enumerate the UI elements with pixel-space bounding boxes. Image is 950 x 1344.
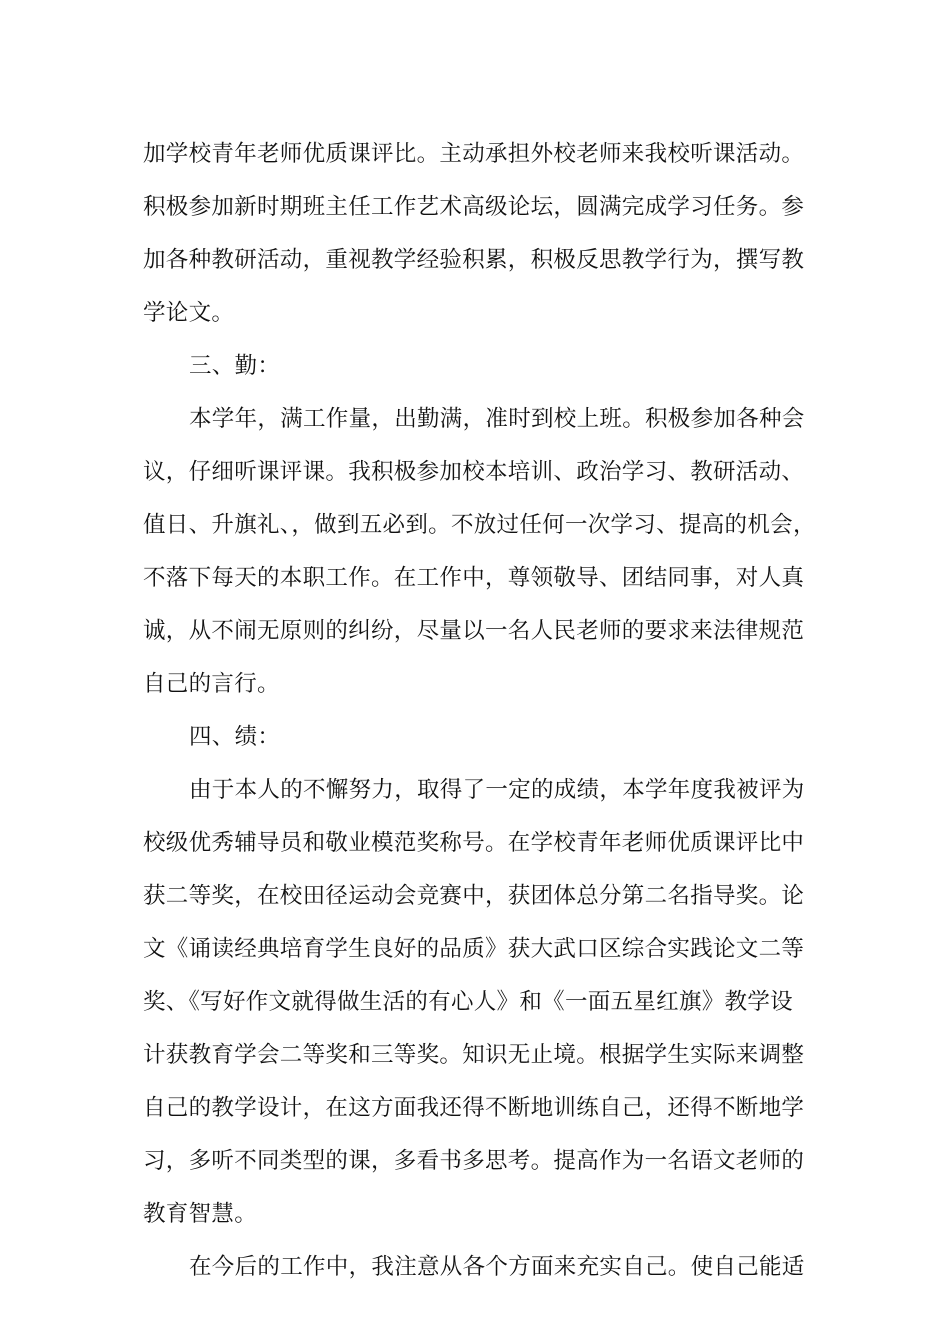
text-line: 校级优秀辅导员和敬业模范奖称号。在学校青年老师优质课评比中 [143, 830, 805, 856]
text-line: 学论文。 [143, 300, 235, 326]
text-line: 不落下每天的本职工作。在工作中，尊领敬导、团结同事，对人真 [143, 565, 805, 591]
text-line: 加各种教研活动，重视教学经验积累，积极反思教学行为，撰写教 [143, 247, 805, 273]
section-heading: 四、绩： [189, 724, 281, 750]
text-line: 计获教育学会二等奖和三等奖。知识无止境。根据学生实际来调整 [143, 1042, 805, 1068]
text-line: 在今后的工作中，我注意从各个方面来充实自己。使自己能适 [189, 1254, 805, 1280]
text-line: 获二等奖，在校田径运动会竞赛中，获团体总分第二名指导奖。论 [143, 883, 805, 909]
text-line: 加学校青年老师优质课评比。主动承担外校老师来我校听课活动。 [143, 141, 805, 167]
text-line: 由于本人的不懈努力，取得了一定的成绩，本学年度我被评为 [189, 777, 805, 803]
document-body [143, 128, 833, 1294]
text-line: 本学年，满工作量，出勤满，准时到校上班。积极参加各种会 [189, 406, 805, 432]
text-line: 文《诵读经典培育学生良好的品质》获大武口区综合实践论文二等 [143, 936, 805, 962]
text-line: 积极参加新时期班主任工作艺术高级论坛，圆满完成学习任务。参 [143, 194, 805, 220]
text-line: 教育智慧。 [143, 1201, 258, 1227]
text-line: 习，多听不同类型的课，多看书多思考。提高作为一名语文老师的 [143, 1148, 805, 1174]
text-line: 议，仔细听课评课。我积极参加校本培训、政治学习、教研活动、 [143, 459, 805, 485]
text-line: 自己的教学设计，在这方面我还得不断地训练自己，还得不断地学 [143, 1095, 805, 1121]
text-line: 值日、升旗礼、，做到五必到。不放过任何一次学习、提高的机会， [143, 512, 816, 538]
section-heading: 三、勤： [189, 353, 281, 379]
text-line: 诚，从不闹无原则的纠纷，尽量以一名人民老师的要求来法律规范 [143, 618, 805, 644]
text-line: 自己的言行。 [143, 671, 280, 697]
text-line: 奖、《写好作文就得做生活的有心人》和《一面五星红旗》教学设 [143, 989, 793, 1015]
